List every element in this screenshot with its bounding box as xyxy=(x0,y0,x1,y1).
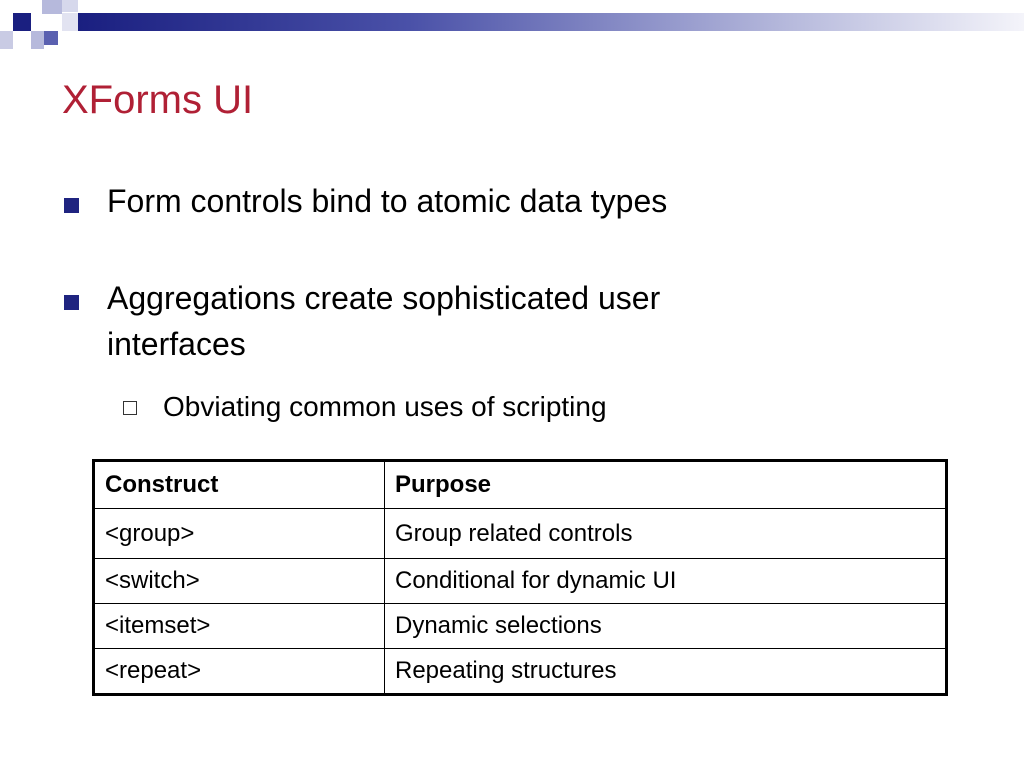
table-cell-purpose: Repeating structures xyxy=(385,649,947,695)
deco-square-light xyxy=(31,31,44,49)
table-row xyxy=(94,509,947,559)
table-cell-construct: <group> xyxy=(94,509,385,559)
table-cell-construct: <itemset> xyxy=(94,604,385,649)
column-header-purpose: Purpose xyxy=(385,461,947,509)
bullet-text: Form controls bind to atomic data types xyxy=(107,183,668,219)
deco-square-light xyxy=(62,13,78,31)
deco-square-light xyxy=(0,31,13,49)
table-header-row xyxy=(94,461,947,509)
table-row xyxy=(94,559,947,604)
bullet-text-continuation: interfaces xyxy=(107,326,246,362)
bullet-text: Aggregations create sophisticated user xyxy=(107,280,661,316)
table-cell-purpose: Dynamic selections xyxy=(385,604,947,649)
square-bullet-icon xyxy=(64,198,79,213)
deco-square-navy xyxy=(44,31,58,45)
deco-square-light xyxy=(62,0,78,12)
table-row xyxy=(94,604,947,649)
table-cell-construct: <repeat> xyxy=(94,649,385,695)
table-row xyxy=(94,649,947,695)
table-cell-purpose: Group related controls xyxy=(385,509,947,559)
constructs-table xyxy=(92,459,948,696)
hollow-square-bullet-icon xyxy=(123,401,137,415)
deco-square-light xyxy=(42,0,62,14)
header-gradient-bar xyxy=(78,13,1024,31)
table-cell-construct: <switch> xyxy=(94,559,385,604)
column-header-construct: Construct xyxy=(94,461,385,509)
table-cell-purpose: Conditional for dynamic UI xyxy=(385,559,947,604)
slide-title: XForms UI xyxy=(62,78,254,122)
sub-bullet-text: Obviating common uses of scripting xyxy=(163,391,607,422)
deco-square-navy xyxy=(13,13,31,31)
square-bullet-icon xyxy=(64,295,79,310)
header-decoration xyxy=(0,0,1024,60)
